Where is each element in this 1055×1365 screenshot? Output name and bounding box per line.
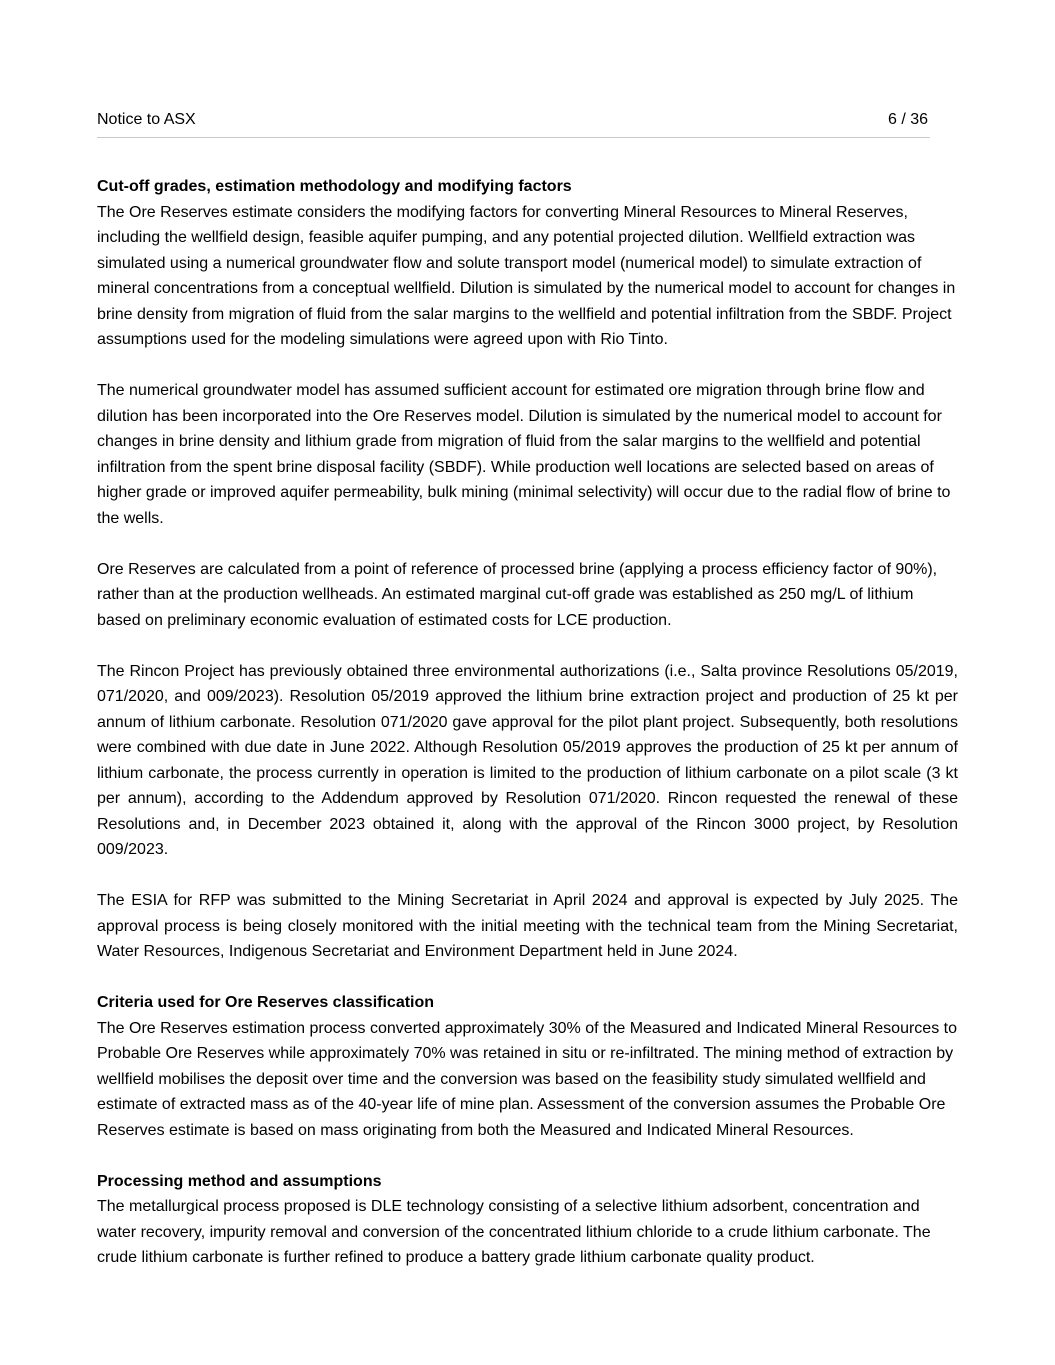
section-heading-criteria: Criteria used for Ore Reserves classification bbox=[97, 994, 435, 1011]
section-heading-cutoff-grades: Cut-off grades, estimation methodology and modifying factors bbox=[97, 178, 572, 195]
paragraph: The Ore Reserves estimation process converted approximately 30% of the Measured and Indicated Mineral Resources to Probable Ore Reserves while approximately 70% was retained in situ or re-infiltrated. The mining method of extraction by wellfield mobilises the deposit over time and the conversion was based on the feasibility study simulated wellfield and estimate of extracted mass as of the 40-year life of mine plan. Assessment of the conversion assumes the Probable Ore Reserves estimate is based on mass originating from both the Measured and Indicated Mineral Resources. bbox=[97, 1019, 957, 1139]
doc-content bbox=[97, 174, 958, 1271]
paragraph: The Rincon Project has previously obtained three environmental authorizations (i.e., Salta province Resolutions 05/2019, 071/2020, and 009/2023). Resolution 05/2019 approved the lithium brine extraction project and production of 25 kt per annum of lithium carbonate. Resolution 071/2020 gave approval for the pilot plant project. Subsequently, both resolutions were combined with due date in June 2022. Although Resolution 05/2019 approves the production of 25 kt per annum of lithium carbonate, the process currently in operation is limited to the production of lithium carbonate on a pilot scale (3 kt per annum), according to the Addendum approved by Resolution 071/2020. Rincon requested the renewal of these Resolutions and, in December 2023 obtained it, along with the approval of the Rincon 3000 project, by Resolution 009/2023. bbox=[97, 662, 958, 858]
doc-header bbox=[97, 110, 930, 138]
paragraph: Ore Reserves are calculated from a point of reference of processed brine (applying a process efficiency factor of 90%), rather than at the production wellheads. An estimated marginal cut-off grade was established as 250 mg/L of lithium based on preliminary economic evaluation of estimated costs for LCE production. bbox=[97, 560, 938, 629]
paragraph: The metallurgical process proposed is DLE technology consisting of a selective lithium adsorbent, concentration and water recovery, impurity removal and conversion of the concentrated lithium chloride to a crude lithium carbonate. The crude lithium carbonate is further refined to produce a battery grade lithium carbonate quality product. bbox=[97, 1198, 931, 1266]
paragraph: The ESIA for RFP was submitted to the Mining Secretariat in April 2024 and approval is expected by July 2025. The approval process is being closely monitored with the initial meeting with the technical team from the Mining Secretariat, Water Resources, Indigenous Secretariat and Environment Department held in June 2024. bbox=[97, 892, 958, 960]
doc-title: Notice to ASX bbox=[97, 111, 196, 128]
section-heading-processing: Processing method and assumptions bbox=[97, 1172, 382, 1190]
paragraph: The numerical groundwater model has assumed sufficient account for estimated ore migration through brine flow and dilution has been incorporated into the Ore Reserves model. Dilution is simulated by the numerical model to account for changes in brine density and lithium grade from migration of fluid from the salar margins to the wellfield and potential infiltration from the spent brine disposal facility (SBDF). While production well locations are selected based on areas of higher grade or improved aquifer permeability, bulk mining (minimal selectivity) will occur due to the radial flow of brine to the wells. bbox=[97, 382, 951, 527]
paragraph: The Ore Reserves estimate considers the modifying factors for converting Mineral Resources to Mineral Reserves, including the wellfield design, feasible aquifer pumping, and any potential projected dilution. Wellfield extraction was simulated using a numerical groundwater flow and solute transport model (numerical model) to simulate extraction of mineral concentrations from a conceptual wellfield. Dilution is simulated by the numerical model to account for changes in brine density from migration of fluid from the salar margins to the wellfield and potential infiltration from the SBDF. Project assumptions used for the modeling simulations were agreed upon with Rio Tinto. bbox=[97, 203, 956, 348]
page-number: 6 / 36 bbox=[887, 111, 928, 128]
